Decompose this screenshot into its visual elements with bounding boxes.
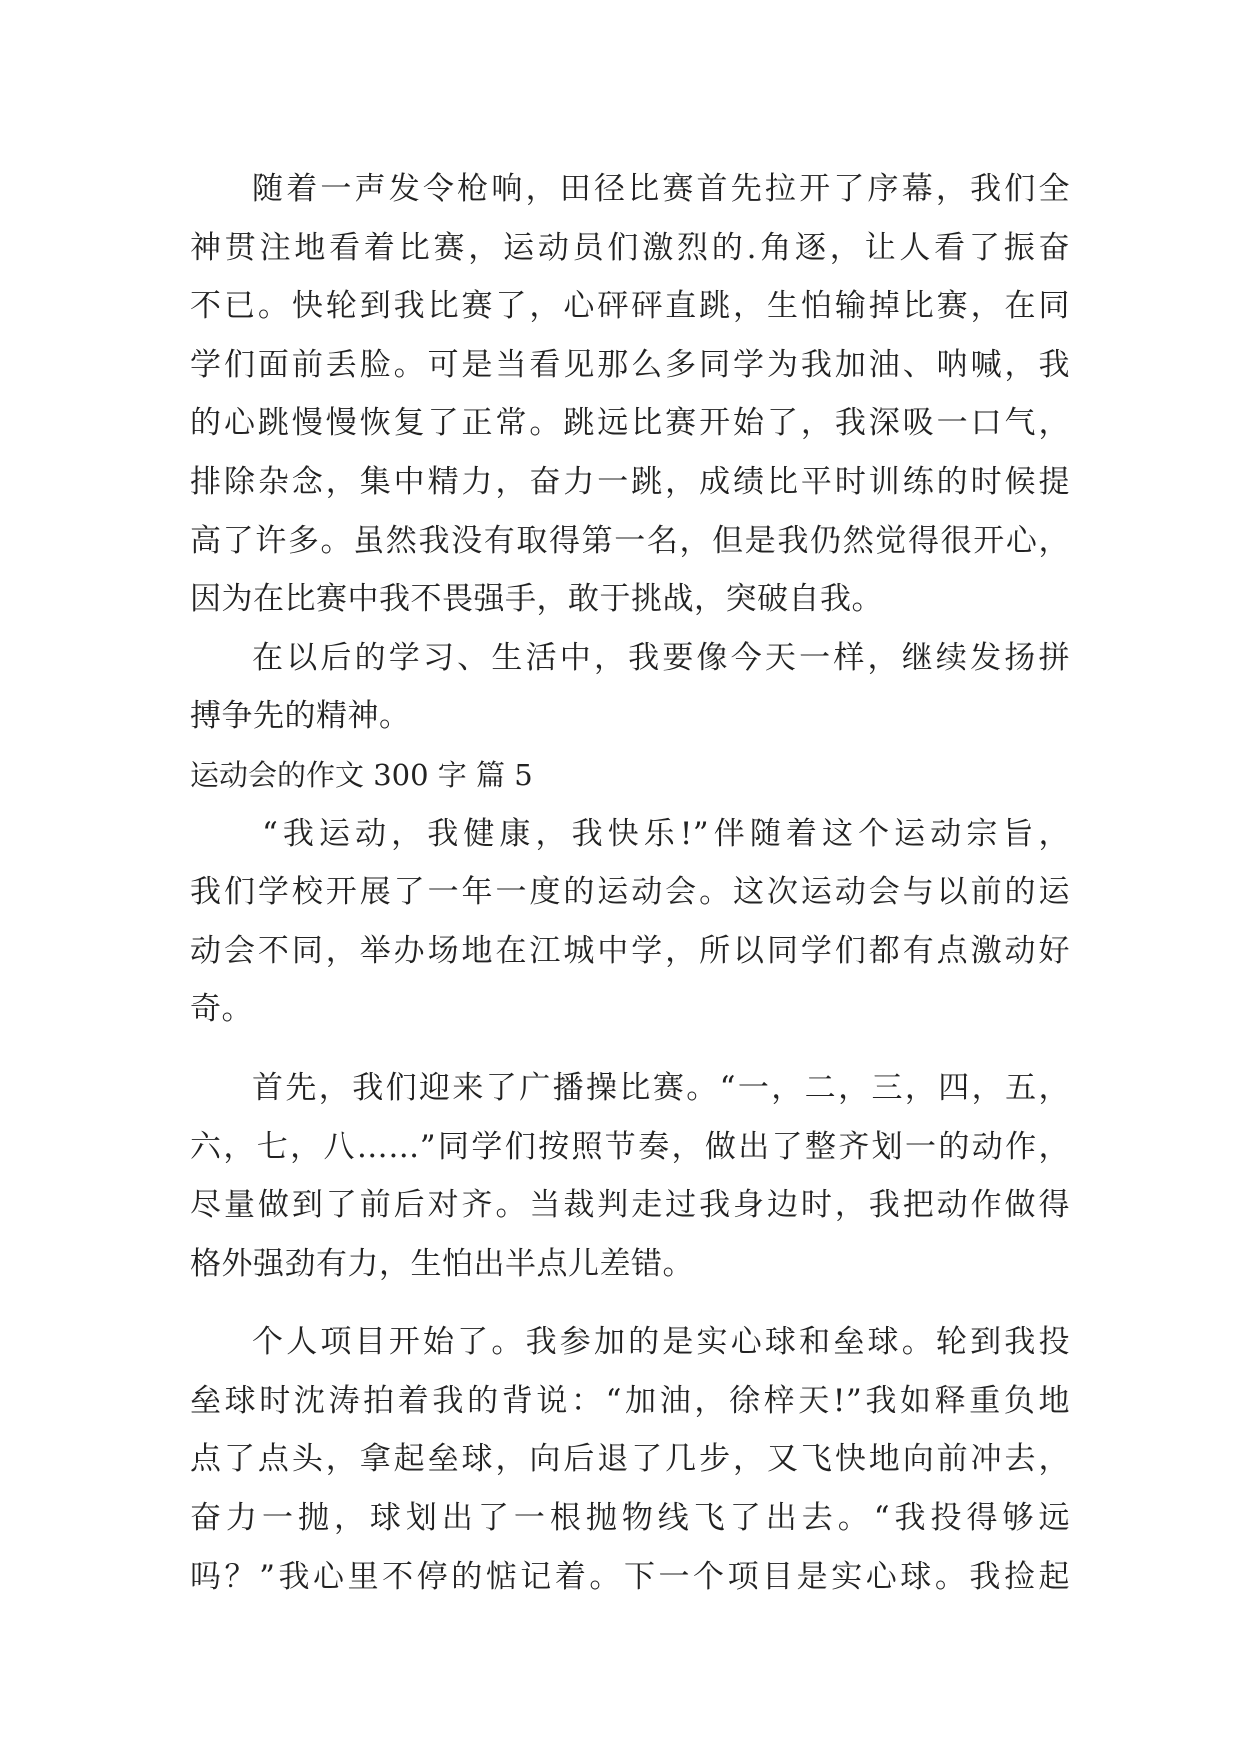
section-heading: 运动会的作文 300 字 篇 5 — [190, 757, 533, 792]
paragraph — [190, 1313, 1070, 1606]
text-line: 学们面前丢脸。可是当看见那么多同学为我加油、呐喊，我 — [190, 346, 1070, 383]
text-line: 搏争先的精神。 — [190, 698, 411, 735]
text-line: 因为在比赛中我不畏强手，敢于挑战，突破自我。 — [190, 581, 883, 618]
text-line: 尽量做到了前后对齐。当裁判走过我身边时，我把动作做得 — [190, 1187, 1070, 1224]
text-line: 我们学校开展了一年一度的运动会。这次运动会与以前的运 — [190, 874, 1070, 911]
text-line: 神贯注地看着比赛，运动员们激烈的.角逐，让人看了振奋 — [190, 229, 1070, 266]
text-line: 在以后的学习、生活中，我要像今天一样，继续发扬拼 — [252, 639, 1070, 676]
text-line: 的心跳慢慢恢复了正常。跳远比赛开始了，我深吸一口气， — [190, 405, 1070, 442]
text-line: “我运动，我健康，我快乐!”伴随着这个运动宗旨， — [262, 815, 1070, 852]
paragraph — [190, 160, 1070, 629]
text-line: 高了许多。虽然我没有取得第一名，但是我仍然觉得很开心， — [190, 522, 1070, 559]
text-line: 个人项目开始了。我参加的是实心球和垒球。轮到我投 — [252, 1324, 1070, 1361]
text-line: 吗？”我心里不停的惦记着。下一个项目是实心球。我捡起 — [190, 1558, 1070, 1595]
paragraph — [190, 805, 1070, 1039]
text-line: 格外强劲有力，生怕出半点儿差错。 — [190, 1245, 694, 1282]
text-line: 首先，我们迎来了广播操比赛。“一，二，三，四，五， — [252, 1069, 1070, 1106]
document-body — [190, 160, 1070, 1606]
paragraph — [190, 1059, 1070, 1293]
paragraph — [190, 629, 1070, 746]
text-line: 垒球时沈涛拍着我的背说：“加油，徐梓天!”我如释重负地 — [190, 1382, 1070, 1419]
text-line: 点了点头，拿起垒球，向后退了几步，又飞快地向前冲去， — [190, 1441, 1070, 1478]
text-line: 奇。 — [190, 991, 253, 1028]
text-line: 奋力一抛，球划出了一根抛物线飞了出去。“我投得够远 — [190, 1500, 1070, 1537]
text-line: 不已。快轮到我比赛了，心砰砰直跳，生怕输掉比赛，在同 — [190, 288, 1070, 325]
text-line: 排除杂念，集中精力，奋力一跳，成绩比平时训练的时候提 — [190, 463, 1070, 500]
text-line: 动会不同，举办场地在江城中学，所以同学们都有点激动好 — [190, 932, 1070, 969]
text-line: 六，七，八……”同学们按照节奏，做出了整齐划一的动作， — [190, 1128, 1070, 1165]
text-line: 随着一声发令枪响，田径比赛首先拉开了序幕，我们全 — [252, 171, 1070, 207]
